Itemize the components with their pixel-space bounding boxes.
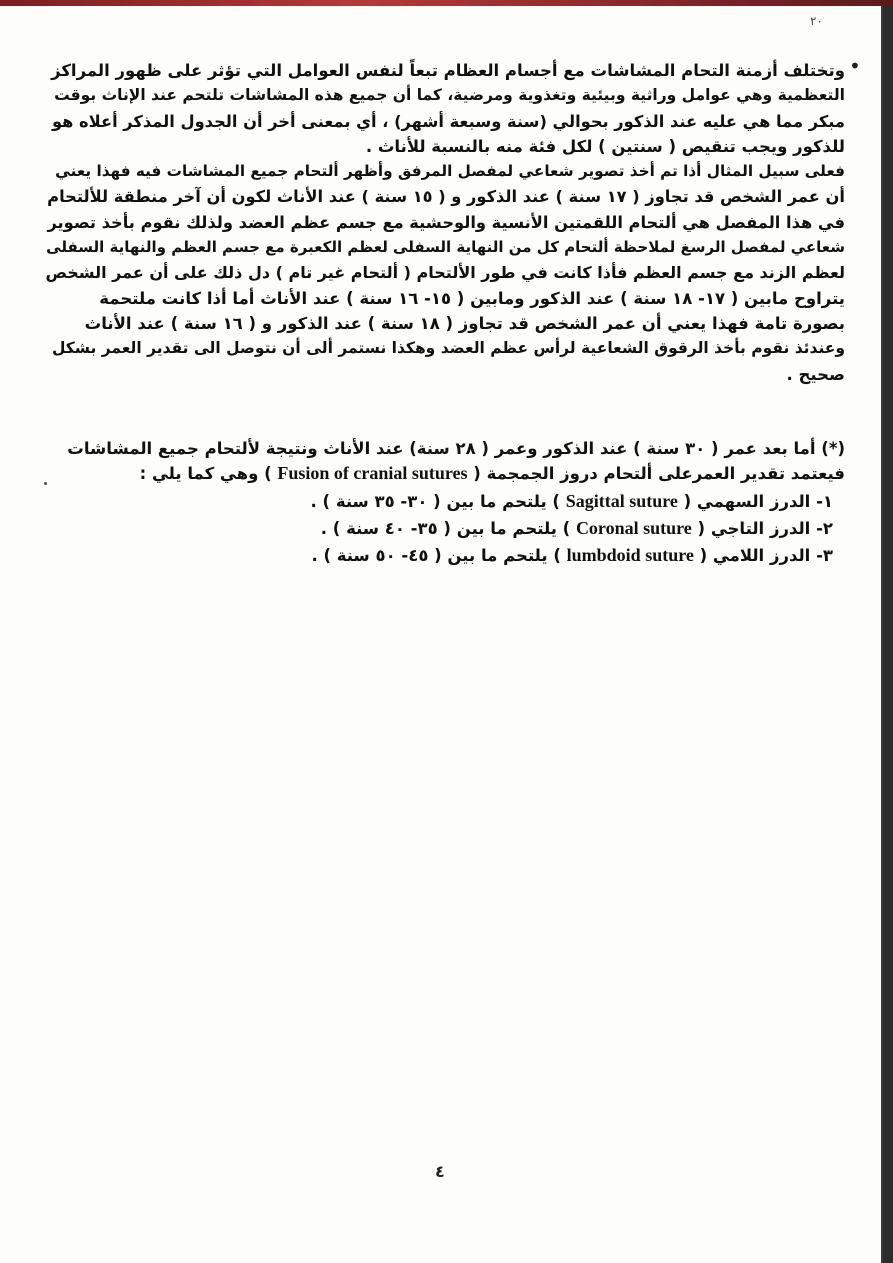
suture-item-sagittal [193,488,833,515]
paragraph-line: صحيح . [786,364,845,384]
paragraph-line: التعظمية وهي عوامل وراثية وبيئية وتغذوية ومرضية، كما أن جميع هذه المشاشات تلتحم عند الإناث بوقت [54,86,845,105]
latin-term: Fusion of cranial sutures [277,463,468,484]
paragraph-line: وعندئذ نقوم بأخذ الرقوق الشعاعية لرأس عظم العضد وهكذا نستمر ألى أن نتوصل الى تقدير العمر بشكل [51,339,845,358]
paragraph-cranial-sutures [45,436,845,487]
latin-term: Sagittal suture [565,491,678,511]
suture-item-lambdoid [193,542,833,569]
latin-term: lumbdoid suture [566,545,694,565]
item-prefix: ١- الدرز السهمي ( [683,492,833,511]
line-text: ) وهي كما يلي : [139,464,272,484]
item-suffix: ) يلتحم ما بين ( ٣٥- ٤٠ سنة ) . [320,519,571,538]
page-number: ٤ [435,1162,445,1181]
right-edge-strip [883,6,893,1263]
corner-mark: ٢٠ [810,14,823,28]
bullet-marker: • [849,54,861,78]
paragraph-line: للذكور ويجب تنقيص ( سنتين ) لكل فئة منه بالنسبة للأناث . [365,136,845,156]
latin-term: Coronal suture [575,518,692,538]
speck-dot [44,482,47,485]
item-suffix: ) يلتحم ما بين ( ٤٥- ٥٠ سنة ) . [311,546,561,565]
paragraph-line: يتراوح مابين ( ١٧- ١٨ سنة ) عند الذكور ومابين ( ١٥- ١٦ سنة ) عند الأناث أما أذا كانت ملتحمة [99,288,845,308]
paragraph-line: في هذا المفصل هي ألتحام اللقمتين الأنسية والوحشية مع جسم عظم العضد ولذلك نقوم بأخذ تصوير [47,212,845,232]
suture-list [193,488,833,569]
item-prefix: ٢- الدرز التاجي ( [697,519,833,538]
paragraph-line: بصورة تامة فهذا يعني أن عمر الشخص قد تجاوز ( ١٨ سنة ) عند الذكور و ( ١٦ سنة ) عند الأناث [84,313,845,333]
paragraph-line [45,461,845,486]
paragraph-epiphyseal-fusion [45,58,845,387]
paragraph-line: لعظم الزند مع جسم العظم فأذا كانت في طور الألتحام ( ألتحام غير تام ) دل ذلك على أن عمر الشخص [45,263,845,283]
paragraph-line: وتختلف أزمنة التحام المشاشات مع أجسام العظام تبعاً لنفس العوامل التي تؤثر على ظهور المراكز [51,61,845,80]
item-prefix: ٣- الدرز اللامي ( [699,546,833,565]
paragraph-line: أن عمر الشخص قد تجاوز ( ١٧ سنة ) عند الذكور و ( ١٥ سنة ) عند الأناث لكون أن آخر منطقة للألتحام [47,187,845,207]
suture-item-coronal [193,515,833,542]
item-suffix: ) يلتحم ما بين ( ٣٠- ٣٥ سنة ) . [310,492,560,511]
line-text: فيعتمد تقدير العمرعلى ألتحام دروز الجمجمة ( [473,464,845,484]
paragraph-line: (*) أما بعد عمر ( ٣٠ سنة ) عند الذكور وعمر ( ٢٨ سنة) عند الأناث ونتيجة لألتحام جميع المشاشات [67,439,845,458]
paragraph-line: فعلى سبيل المثال أذا تم أخذ تصوير شعاعي لمفصل المرفق وأظهر ألتحام جميع المشاشات فيه فهذا يعني [55,162,845,181]
paragraph-line: مبكر مما هي عليه عند الذكور بحوالي (سنة وسبعة أشهر) ، أي بمعنى أخر أن الجدول المذكر أعلاه هو [51,111,845,131]
paragraph-line: شعاعي لمفصل الرسغ لملاحظة ألتحام كل من النهاية السفلى لعظم الكعبرة مع جسم العظم والنهاية السفلى [46,238,845,257]
